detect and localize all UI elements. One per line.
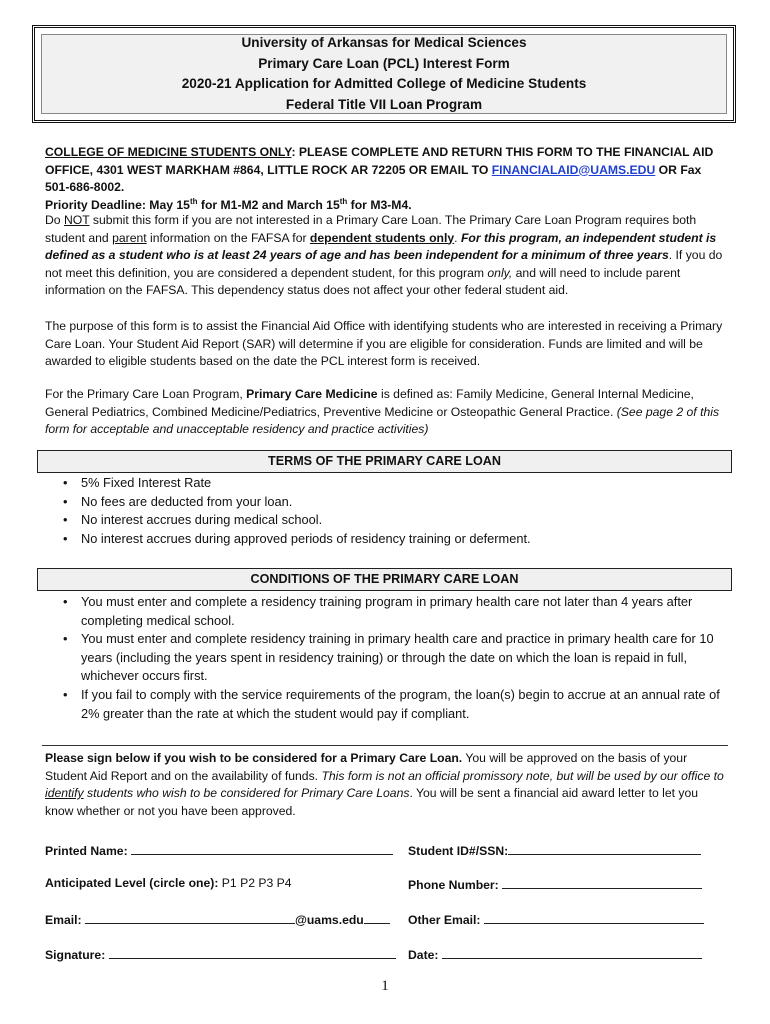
intro-text-a: : PLEASE COMPLETE AND RETURN THIS FORM TO THE FINANCIAL AID OFFICE, 4301 WEST MARKHAM #864, LITTLE ROCK AR 72205 OR EMAIL TO xyxy=(45,145,714,177)
email-row xyxy=(45,911,390,927)
sign-bold: Please sign below if you wish to be considered for a Primary Care Loan. xyxy=(45,751,463,765)
other-email-label: Other Email: xyxy=(408,913,481,927)
list-item: • If you fail to comply with the service requirements of the program, the loan(s) begin to accrue at an annual rate of 2% greater than the rate at which the student would pay if compliant. xyxy=(63,686,733,723)
date-field[interactable] xyxy=(442,946,702,959)
sign-instructions xyxy=(45,750,725,820)
p1-only: only, xyxy=(487,265,513,280)
sign-italic-2: students who wish to be considered for Primary Care Loans xyxy=(83,786,410,800)
p1-dependent: dependent students only xyxy=(309,230,455,245)
header-inner xyxy=(41,34,727,114)
phone-field[interactable] xyxy=(502,876,702,889)
other-email-row xyxy=(408,911,704,927)
email-trailing-line xyxy=(364,911,390,924)
dependency-paragraph xyxy=(45,212,725,300)
intro-instructions xyxy=(45,144,725,214)
p1-text-2: submit this form if you are not interested in a Primary Care Loan. The Primary Care Loan Program requires both student and xyxy=(45,213,697,245)
student-id-field[interactable] xyxy=(508,842,701,855)
date-label: Date: xyxy=(408,948,439,962)
p3-primary-care-medicine: Primary Care Medicine xyxy=(246,387,378,401)
phone-label: Phone Number: xyxy=(408,878,499,892)
level-options[interactable]: P1 P2 P3 P4 xyxy=(218,876,292,890)
sign-identify: identify xyxy=(45,786,84,800)
student-id-label: Student ID#/SSN: xyxy=(408,844,509,858)
terms-heading: TERMS OF THE PRIMARY CARE LOAN xyxy=(37,450,732,473)
printed-name-field[interactable] xyxy=(131,842,393,855)
p1-text-1: Do xyxy=(45,213,64,227)
signature-label: Signature: xyxy=(45,948,106,962)
conditions-list xyxy=(63,593,733,723)
phone-row xyxy=(408,876,702,892)
email-label: Email: xyxy=(45,913,82,927)
section-divider xyxy=(42,745,728,746)
list-item: • No interest accrues during medical school. xyxy=(63,511,733,530)
intro-text-b: OR Fax 501-686-8002. xyxy=(45,162,702,194)
email-domain: @uams.edu xyxy=(294,913,364,927)
email-field[interactable] xyxy=(85,911,295,924)
list-item: • No interest accrues during approved periods of residency training or deferment. xyxy=(63,530,733,549)
printed-name-row xyxy=(45,842,393,858)
printed-name-label: Printed Name: xyxy=(45,844,128,858)
intro-lead: COLLEGE OF MEDICINE STUDENTS ONLY xyxy=(45,145,292,159)
header-box xyxy=(32,25,736,123)
p3-see-page-2: (See page 2 of this form for acceptable and unacceptable residency and practice activities) xyxy=(45,404,720,436)
terms-list xyxy=(63,474,733,548)
deadline-a: Priority Deadline: May 15 xyxy=(45,197,190,212)
list-item: • 5% Fixed Interest Rate xyxy=(63,474,733,493)
deadline-sup-2: th xyxy=(339,196,348,206)
financial-aid-email-link[interactable]: FINANCIALAID@UAMS.EDU xyxy=(491,162,656,177)
list-item: • No fees are deducted from your loan. xyxy=(63,493,733,512)
page-number: 1 xyxy=(381,978,389,994)
header-form-title: Primary Care Loan (PCL) Interest Form xyxy=(258,55,510,71)
conditions-heading: CONDITIONS OF THE PRIMARY CARE LOAN xyxy=(37,568,732,591)
sign-text-2: . You will be sent a financial aid award letter to let you know whether or not you have been approved. xyxy=(45,786,699,818)
level-label: Anticipated Level (circle one) xyxy=(45,876,215,890)
deadline-c: for M3-M4. xyxy=(347,197,412,212)
p1-text-5: . If you do not meet this definition, you are considered a dependent student, for this program xyxy=(45,248,723,280)
signature-field[interactable] xyxy=(109,946,396,959)
sign-text-1: You will be approved on the basis of your Student Aid Report and on the availability of funds. xyxy=(45,751,688,783)
header-application-year: 2020-21 Application for Admitted College of Medicine Students xyxy=(181,76,587,91)
p1-text-4: . xyxy=(454,230,461,245)
primary-care-definition xyxy=(45,386,725,439)
signature-row xyxy=(45,946,396,962)
sign-italic-1: This form is not an official promissory note, but will be used by our office to xyxy=(321,768,724,783)
purpose-paragraph: The purpose of this form is to assist the Financial Aid Office with identifying students who are interested in receiving a Primary Care Loan. Your Student Aid Report (SAR) will determine if you are eligible for consideration. Funds are limited and will be awarded to eligible students based on the date the PCL interest form is received. xyxy=(45,319,723,368)
date-row xyxy=(408,946,702,962)
p3-text-2: is defined as: Family Medicine, General Internal Medicine, General Pediatrics, Combined Medicine/Pediatrics, Preventive Medicine or Osteopathic General Practice. xyxy=(45,387,694,419)
level-row xyxy=(45,876,292,890)
p1-text-3: information on the FAFSA for xyxy=(146,230,310,245)
student-id-row xyxy=(408,842,701,858)
p1-parent: parent xyxy=(112,230,147,245)
p3-text-1: For the Primary Care Loan Program, xyxy=(45,387,247,401)
level-colon: : xyxy=(214,876,219,890)
deadline-b: for M1-M2 and March 15 xyxy=(197,197,340,212)
other-email-field[interactable] xyxy=(484,911,704,924)
p1-independent-definition: For this program, an independent student is defined as a student who is at least 24 years of age and has been independent for a minimum of three years xyxy=(45,230,717,262)
deadline-sup-1: th xyxy=(189,196,198,206)
header-university: University of Arkansas for Medical Sciences xyxy=(241,35,527,50)
p1-text-6: and will need to include parent information on the FAFSA. This dependency status does not affect your other federal student aid. xyxy=(45,265,681,297)
p1-not: NOT xyxy=(63,213,90,227)
list-item: • You must enter and complete residency training in primary health care and practice in primary health care for 10 years (including the years spent in residency training) or through the date on which the loan is repaid in full, whichever occurs first. xyxy=(63,630,733,686)
header-program: Federal Title VII Loan Program xyxy=(285,96,483,112)
list-item: • You must enter and complete a residency training program in primary health care not later than 4 years after completing medical school. xyxy=(63,593,733,630)
